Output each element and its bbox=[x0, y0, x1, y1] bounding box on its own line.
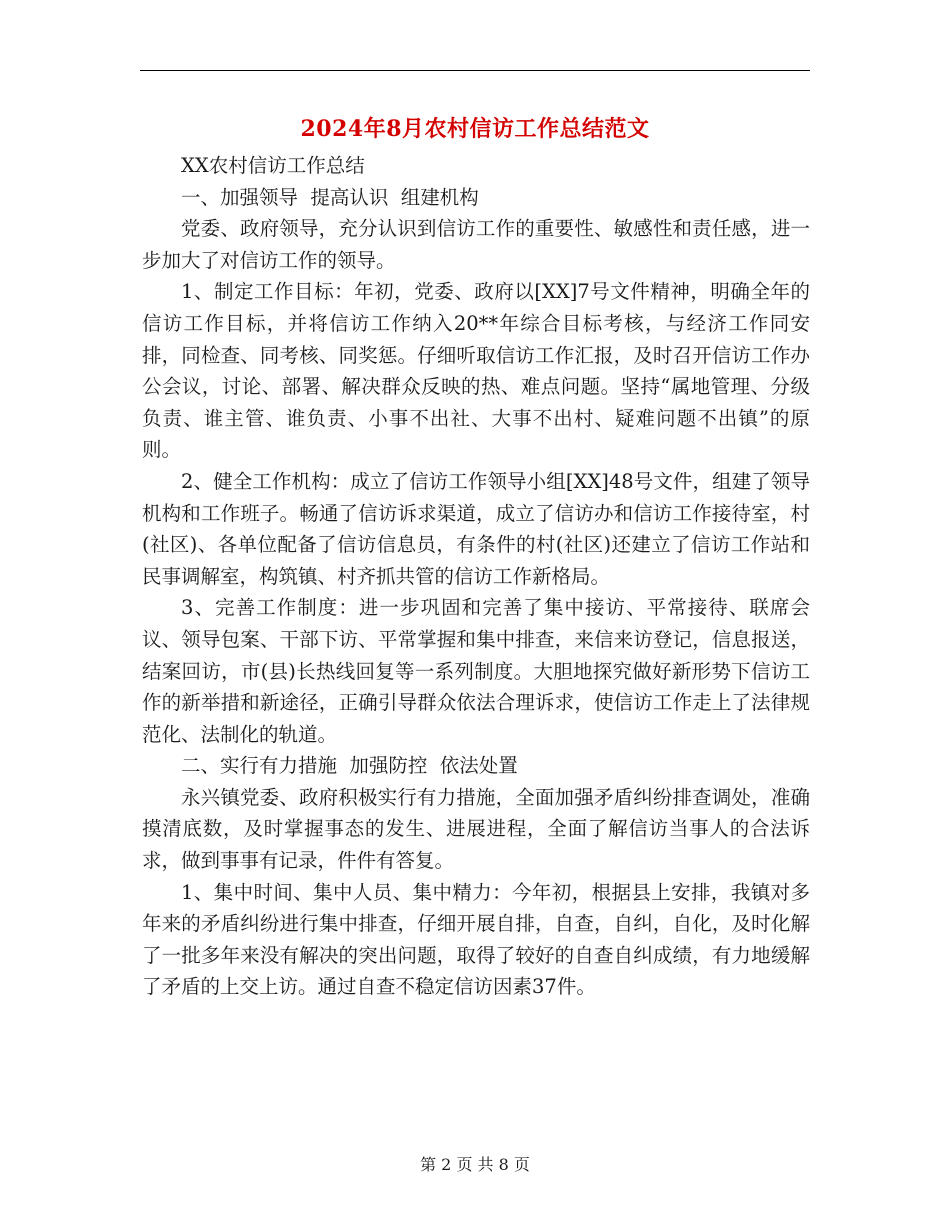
paragraph-work-organization: 2、健全工作机构：成立了信访工作领导小组[XX]48号文件，组建了领导机构和工作班子。畅通了信访诉求渠道，成立了信访办和信访工作接待室，村(社区)、各单位配备了信访信息员，有条件的村(社区)还建立了信访工作站和民事调解室，构筑镇、村齐抓共管的信访工作新格局。 bbox=[142, 469, 810, 588]
document-body bbox=[142, 150, 810, 1003]
section-heading-2: 二、实行有力措施 加强防控 依法处置 bbox=[181, 754, 518, 778]
paragraph-intro: 党委、政府领导，充分认识到信访工作的重要性、敏感性和责任感，进一步加大了对信访工作的领导。 bbox=[142, 217, 810, 272]
section-heading-1: 一、加强领导 提高认识 组建机构 bbox=[181, 185, 479, 209]
paragraph-work-system: 3、完善工作制度：进一步巩固和完善了集中接访、平常接待、联席会议、领导包案、干部下访、平常掌握和集中排查，来信来访登记，信息报送，结案回访，市(县)长热线回复等一系列制度。大胆地探究做好新形势下信访工作的新举措和新途径，正确引导群众依法合理诉求，使信访工作走上了法律规范化、法制化的轨道。 bbox=[142, 596, 810, 746]
page-number-footer: 第 2 页 共 8 页 bbox=[420, 1155, 530, 1174]
paragraph-concentrated-effort: 1、集中时间、集中人员、集中精力：今年初，根据县上安排，我镇对多年来的矛盾纠纷进行集中排查，仔细开展自排，自查，自纠，自化，及时化解了一批多年来没有解决的突出问题，取得了较好的自查自纠成绩，有力地缓解了矛盾的上交上访。通过自查不稳定信访因素37件。 bbox=[142, 880, 810, 999]
document-title: 2024年8月农村信访工作总结范文 bbox=[300, 116, 650, 142]
paragraph-work-goals: 1、制定工作目标：年初，党委、政府以[XX]7号文件精神，明确全年的信访工作目标，并将信访工作纳入20**年综合目标考核，与经济工作同安排，同检查、同考核、同奖惩。仔细听取信访工作汇报，及时召开信访工作办公会议，讨论、部署、解决群众反映的热、难点问题。坚持“属地管理、分级负责、谁主管、谁负责、小事不出社、大事不出村、疑难问题不出镇”的原则。 bbox=[142, 280, 810, 462]
paragraph-measures: 永兴镇党委、政府积极实行有力措施，全面加强矛盾纠纷排查调处，准确摸清底数，及时掌握事态的发生、进展进程，全面了解信访当事人的合法诉求，做到事事有记录，件件有答复。 bbox=[142, 785, 810, 873]
header-rule bbox=[140, 70, 810, 71]
document-subtitle: XX农村信访工作总结 bbox=[181, 154, 365, 177]
